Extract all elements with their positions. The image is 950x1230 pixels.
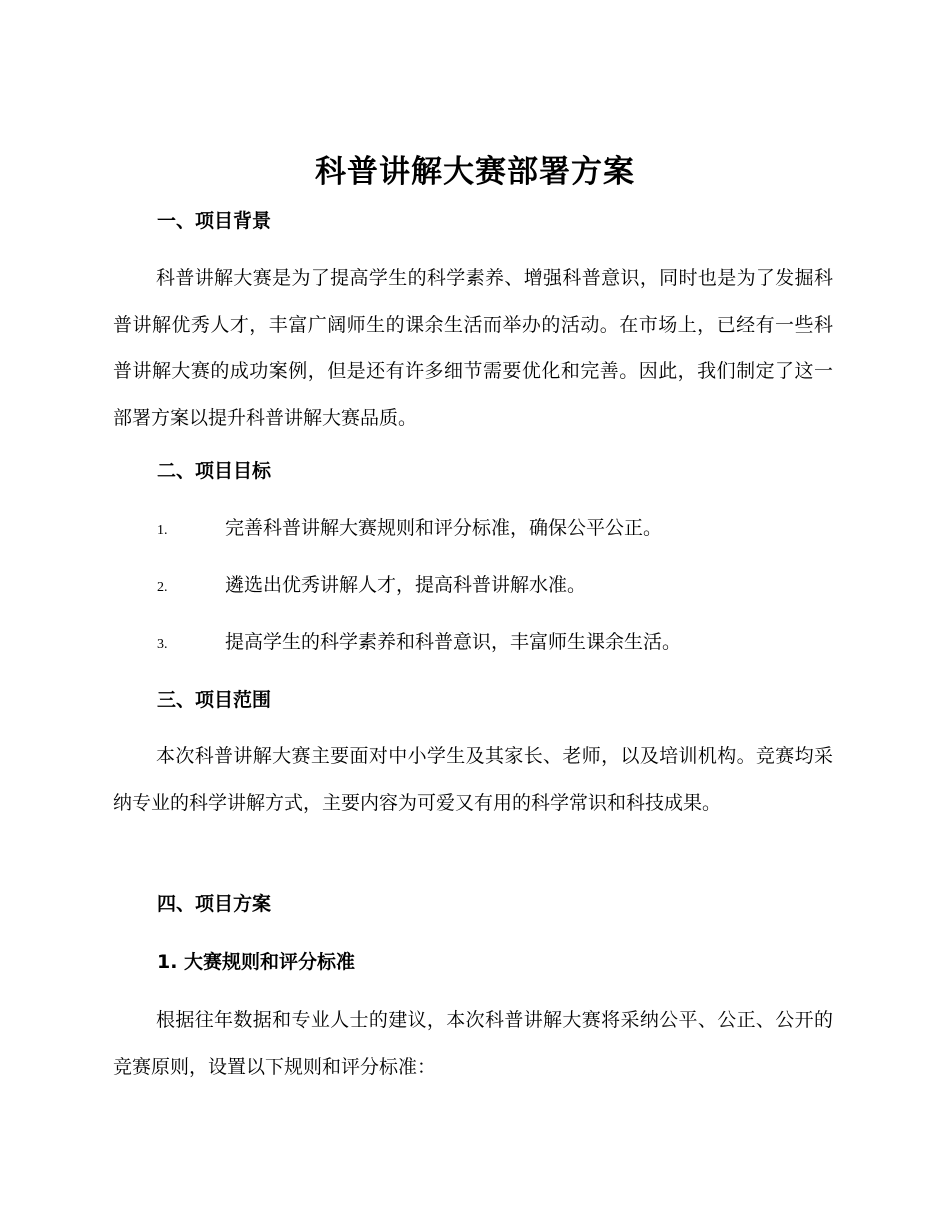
document-title: 科普讲解大赛部署方案	[315, 154, 635, 190]
list-item-number: 1.	[157, 523, 168, 538]
subheading-rules: 1. 大赛规则和评分标准	[157, 951, 356, 973]
list-item-number: 2.	[157, 580, 168, 595]
list-item	[157, 514, 837, 545]
section-heading-plan: 四、项目方案	[157, 893, 272, 915]
list-item	[157, 628, 837, 659]
section-heading-background: 一、项目背景	[157, 210, 272, 232]
list-item-number: 3.	[157, 637, 168, 652]
section-heading-scope: 三、项目范围	[157, 689, 272, 711]
paragraph-scope: 本次科普讲解大赛主要面对中小学生及其家长、老师，以及培训机构。竞赛均采纳专业的科学讲解方式，主要内容为可爱又有用的科学常识和科技成果。	[113, 745, 833, 814]
list-item-text: 完善科普讲解大赛规则和评分标准，确保公平公正。	[225, 517, 663, 539]
paragraph-rules: 根据往年数据和专业人士的建议，本次科普讲解大赛将采纳公平、公正、公开的竞赛原则，设置以下规则和评分标准：	[113, 1009, 833, 1078]
list-item-text: 提高学生的科学素养和科普意识，丰富师生课余生活。	[225, 631, 682, 653]
list-item-text: 遴选出优秀讲解人才，提高科普讲解水准。	[225, 574, 587, 596]
list-item	[157, 571, 837, 602]
paragraph-background: 科普讲解大赛是为了提高学生的科学素养、增强科普意识，同时也是为了发掘科普讲解优秀人才，丰富广阔师生的课余生活而举办的活动。在市场上，已经有一些科普讲解大赛的成功案例，但是还有许多细节需要优化和完善。因此，我们制定了这一部署方案以提升科普讲解大赛品质。	[113, 267, 833, 429]
section-heading-goals: 二、项目目标	[157, 460, 272, 482]
